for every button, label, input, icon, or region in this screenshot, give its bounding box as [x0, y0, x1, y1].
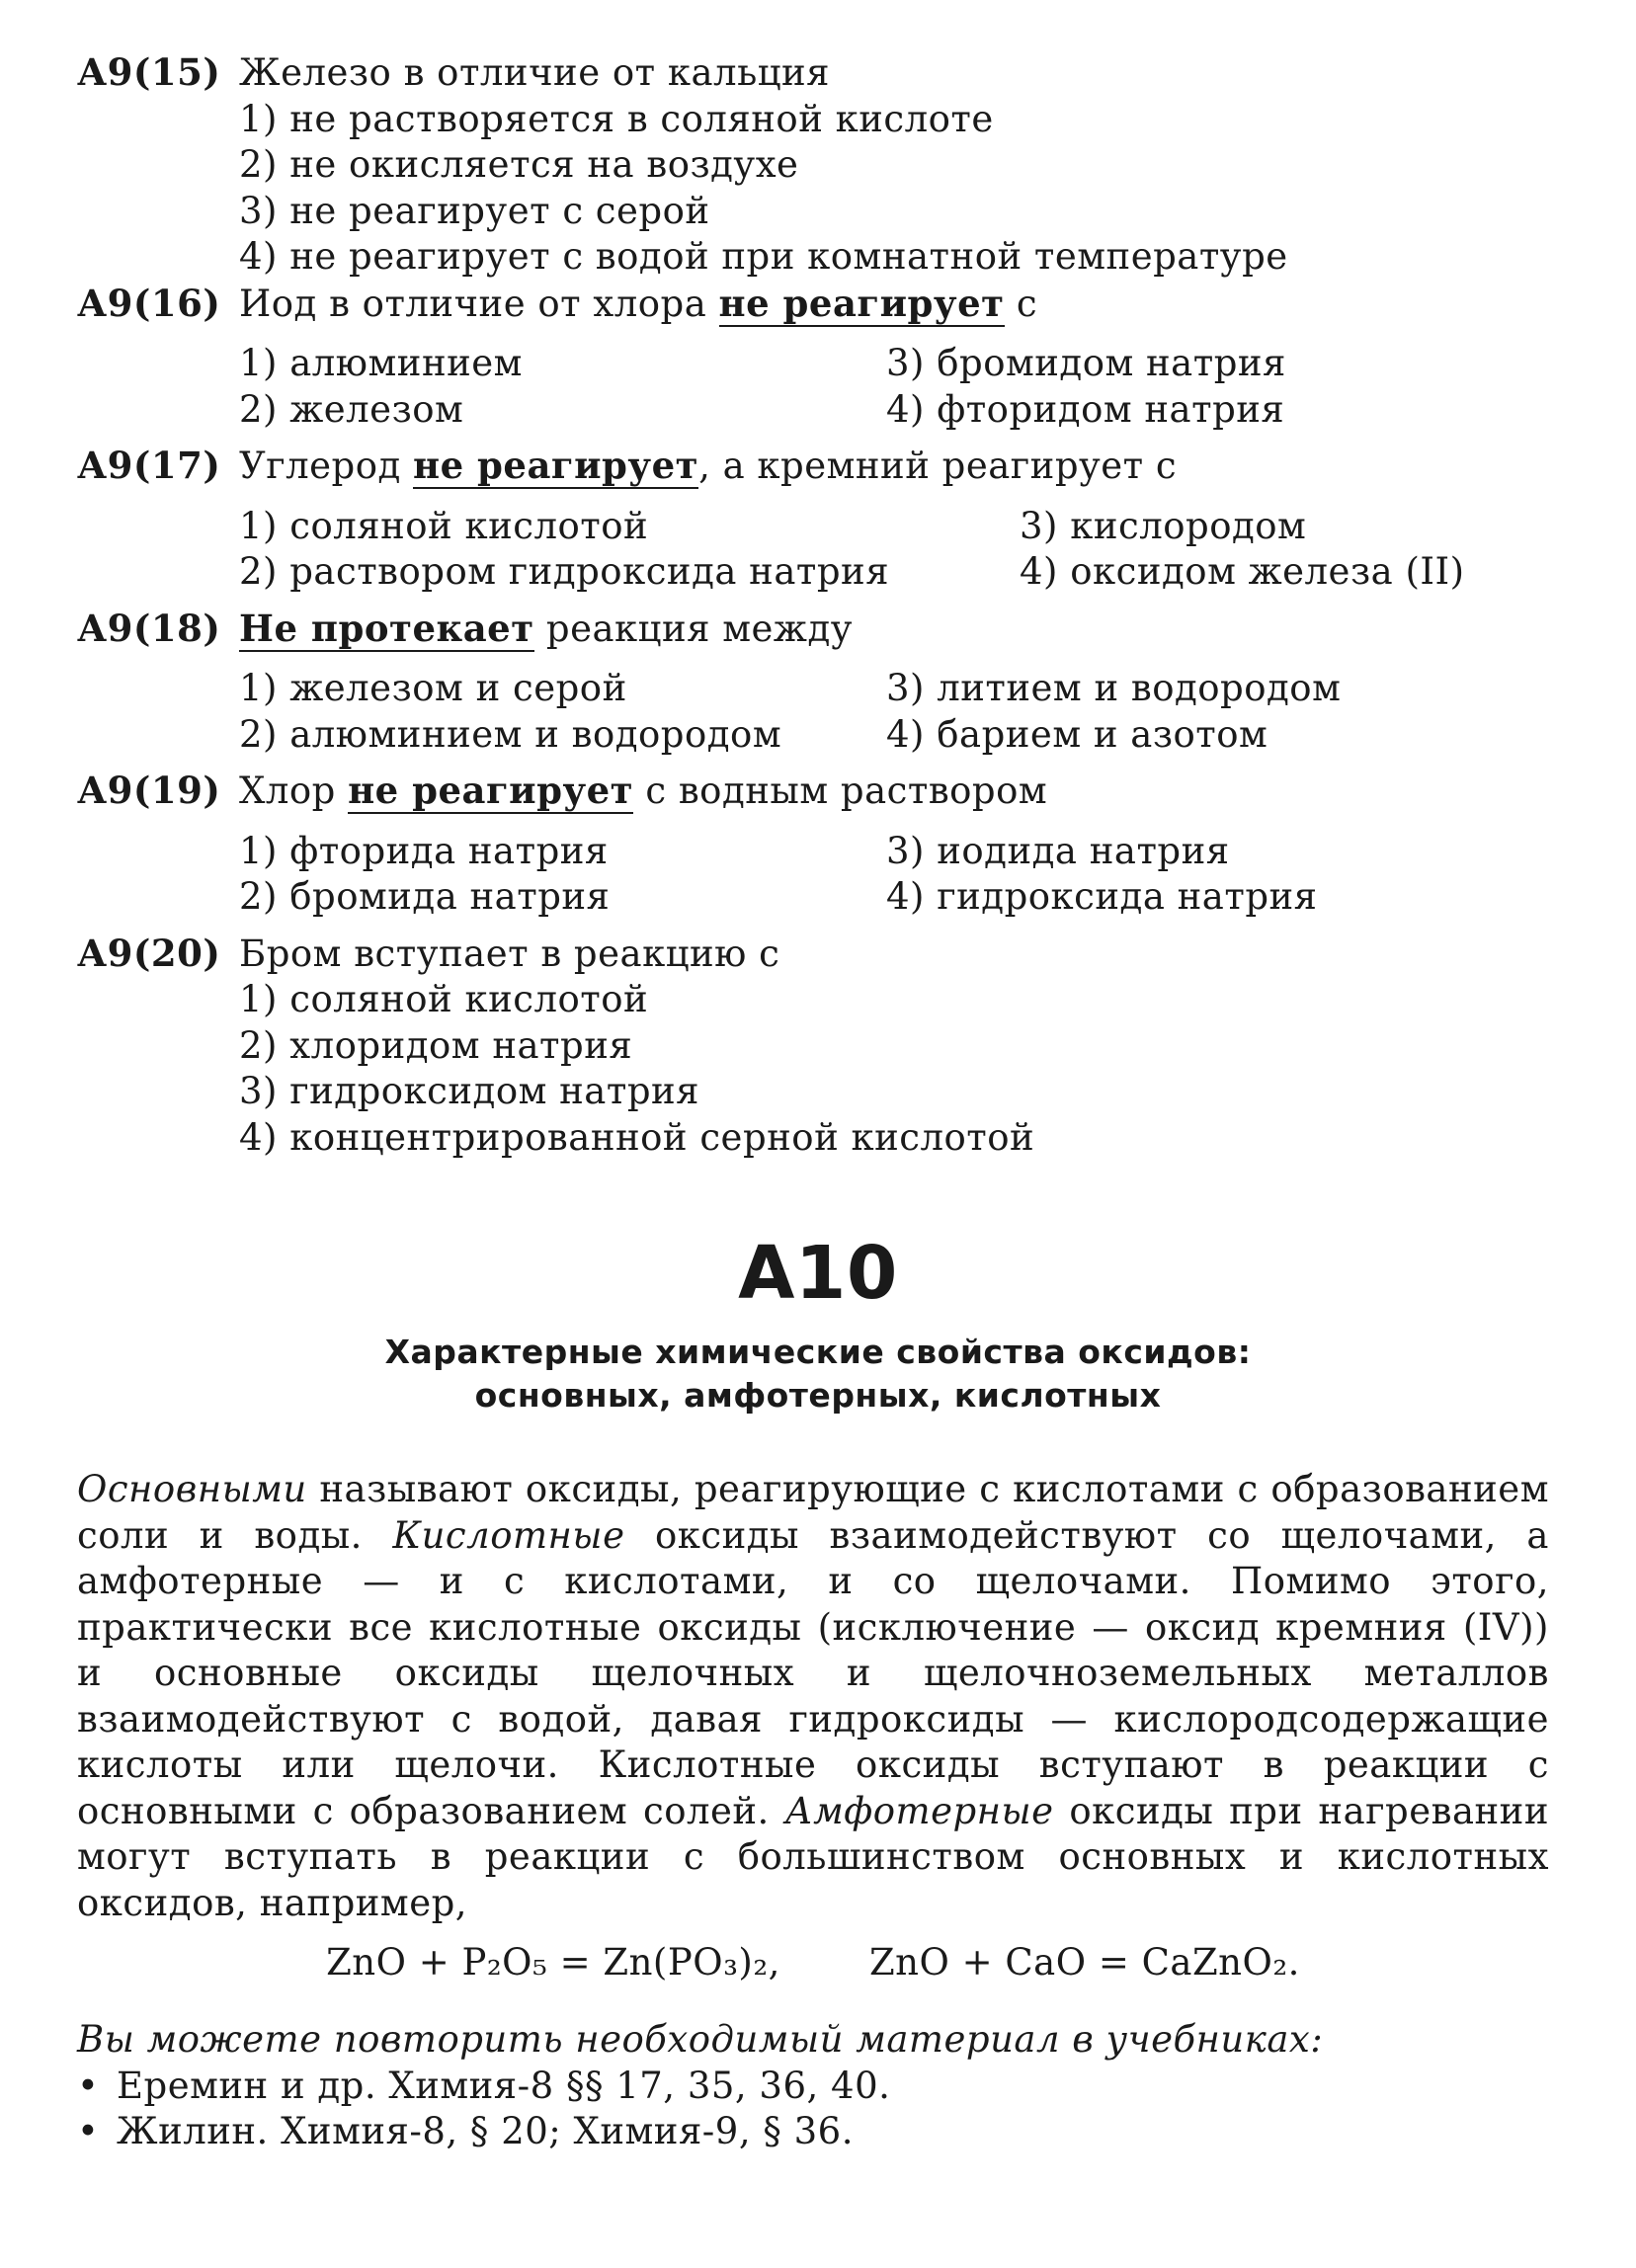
question-text-before: Углерод [239, 445, 414, 487]
answer-option: 2) раствором гидроксида натрия [239, 550, 890, 593]
question-header [77, 931, 1559, 978]
question-number: А9(15) [77, 50, 221, 94]
answer-option: 2) хлоридом натрия [239, 1023, 633, 1067]
reference-item [77, 2109, 1559, 2155]
reaction-equations [77, 1938, 1549, 1987]
question-text-before: Хлор [239, 770, 349, 812]
question-header [77, 606, 1559, 653]
answer-option: 3) гидроксидом натрия [239, 1070, 700, 1112]
question-text [239, 443, 1177, 490]
question-block [77, 931, 1559, 1162]
question-text-before: Бром вступает в реакцию с [239, 932, 780, 975]
question-block [77, 281, 1559, 434]
answer-option: 1) алюминием [239, 342, 523, 384]
answer-options [239, 666, 1559, 758]
references-heading: Вы можете повторить необходимый материал в учебниках: [77, 2018, 1324, 2061]
answer-option: 4) концентрированной серной кислотой [239, 1115, 1035, 1159]
equation-1: ZnO + P₂O₅ = Zn(PO₃)₂, [326, 1941, 780, 1984]
answer-option: 3) литием и водородом [886, 667, 1342, 709]
answer-option: 2) бромида натрия [239, 875, 611, 918]
answer-options [239, 97, 1559, 281]
answer-option: 2) алюминием и водородом [239, 712, 782, 756]
answer-option: 4) фторидом натрия [886, 387, 1285, 431]
question-text-after: , а кремний реагирует с [698, 445, 1178, 487]
question-text-after: с [1004, 282, 1038, 325]
answer-option: 3) кислородом [1020, 504, 1307, 547]
section-subtitle-line-1: Характерные химические свойства оксидов: [384, 1333, 1252, 1371]
answer-option: 1) железом и серой [239, 667, 627, 709]
question-text [239, 606, 853, 653]
answer-option: 4) оксидом железа (II) [1020, 550, 1465, 593]
answer-option: 1) соляной кислотой [239, 978, 649, 1020]
bullet-icon: • [77, 2064, 100, 2107]
question-emphasis: Не протекает [239, 606, 534, 650]
section-subtitle-line-2: основных, амфотерных, кислотных [474, 1376, 1162, 1415]
question-list [77, 49, 1559, 1161]
question-number: А9(19) [77, 769, 221, 812]
question-number: А9(16) [77, 281, 221, 325]
question-block [77, 768, 1559, 921]
question-text-after: реакция между [533, 607, 853, 650]
question-text-after: с водным раствором [633, 770, 1048, 812]
question-text [239, 281, 1037, 328]
term-amphoteric: Амфотерные [784, 1789, 1054, 1832]
question-header [77, 443, 1559, 490]
question-header [77, 49, 1559, 97]
question-text [239, 50, 830, 97]
bullet-icon: • [77, 2110, 100, 2152]
term-basic: Основными [77, 1468, 307, 1510]
question-block [77, 443, 1559, 596]
question-number: А9(17) [77, 444, 221, 487]
answer-options [239, 977, 1559, 1161]
answer-option: 4) не реагирует с водой при комнатной температуре [239, 235, 1288, 278]
question-text-before: Иод в отличие от хлора [239, 282, 719, 325]
answer-option: 3) не реагирует с серой [239, 189, 710, 232]
answer-option: 4) гидроксида натрия [886, 875, 1318, 918]
reference-text: Жилин. Химия-8, § 20; Химия-9, § 36. [117, 2110, 854, 2152]
question-text-before: Железо в отличие от кальция [239, 51, 831, 94]
reference-text: Еремин и др. Химия-8 §§ 17, 35, 36, 40. [117, 2064, 891, 2107]
answer-option: 1) соляной кислотой [239, 504, 649, 547]
question-text [239, 932, 779, 978]
theory-paragraph [77, 1467, 1549, 1926]
answer-option: 1) фторида натрия [239, 829, 609, 872]
question-header [77, 768, 1559, 815]
answer-options [239, 341, 1559, 433]
answer-option: 3) иодида натрия [886, 829, 1230, 872]
reference-item [77, 2064, 1559, 2110]
paragraph-text-2: оксиды взаимодействуют со щелочами, а амфотерные — и с кислотами, и со щелочами. Помимо этого, практически все кислотные оксиды (исключение — оксид кремния (IV)) и основные оксиды щелочных и щелочноземельных металлов взаимодействуют с водой, давая гидроксиды — кислородсодержащие кислоты или щелочи. Кислотные оксиды вступают в реакции с основными с образованием солей. [77, 1513, 1549, 1832]
paragraph-text-3: оксиды при нагревании могут вступать в реакции с большинством основных и кислотных оксидов, например, [77, 1789, 1549, 1924]
answer-option: 2) железом [239, 387, 464, 431]
question-block [77, 606, 1559, 759]
section-title: А10 [738, 1231, 898, 1316]
question-header [77, 281, 1559, 328]
answer-option: 3) бромидом натрия [886, 342, 1286, 384]
question-emphasis: не реагирует [413, 444, 699, 487]
question-block [77, 49, 1559, 281]
term-acidic: Кислотные [392, 1513, 625, 1557]
question-number: А9(18) [77, 606, 221, 650]
answer-options [239, 504, 1559, 596]
answer-option: 4) барием и азотом [886, 712, 1268, 756]
question-emphasis: не реагирует [718, 281, 1005, 325]
answer-options [239, 829, 1559, 921]
question-number: А9(20) [77, 931, 221, 975]
paragraph-text-1: называют оксиды, реагирующие с кислотами с образованием соли и воды. [77, 1468, 1549, 1557]
question-text [239, 768, 1047, 815]
document-page [77, 49, 1559, 2155]
section-subtitle [0, 1331, 1636, 1418]
equation-2: ZnO + CaO = CaZnO₂. [868, 1941, 1300, 1984]
answer-option: 1) не растворяется в соляной кислоте [239, 97, 994, 140]
answer-option: 2) не окисляется на воздухе [239, 143, 799, 186]
question-emphasis: не реагирует [348, 769, 634, 812]
